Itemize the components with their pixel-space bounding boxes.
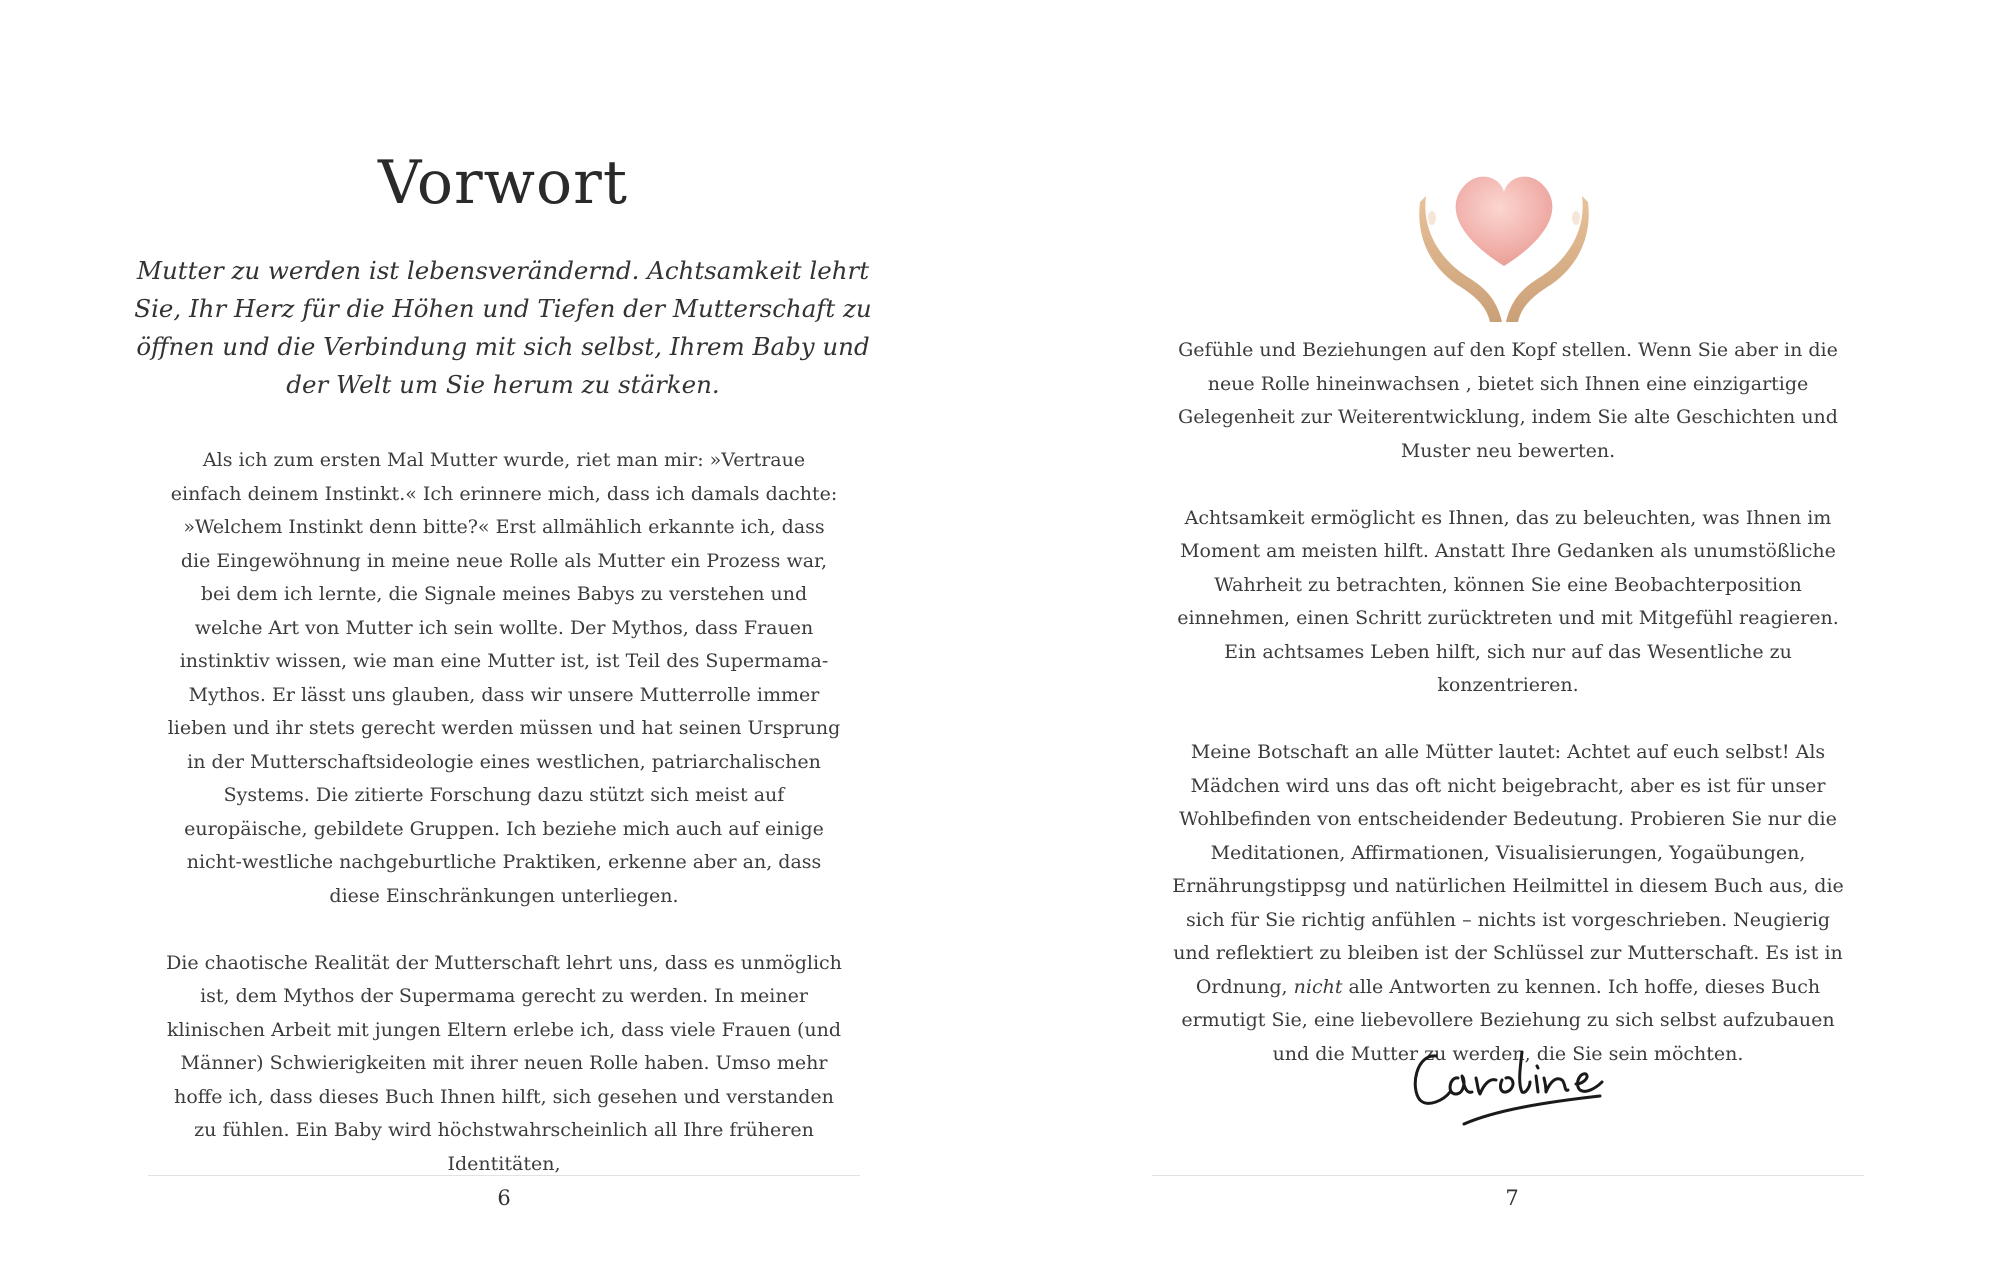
- page-number: 6: [497, 1186, 511, 1210]
- signature-icon: [1406, 1028, 1606, 1138]
- paragraph: Die chaotische Realität der Mutterschaft lehrt uns, dass es unmöglich ist, dem Mythos der Supermama gerecht zu werden. In meiner klinischen Arbeit mit jungen Eltern erlebe ich, dass viele Frauen (und Männer) Schwierigkeiten mit ihrer neuen Rolle haben. Umso mehr hoffe ich, dass dieses Buch Ihnen hilft, sich gesehen und verstanden zu fühlen. Ein Baby wird höchstwahrscheinlich all Ihre früheren Identitäten,: [166, 951, 842, 1175]
- paragraph-text: alle Antworten zu kennen. Ich hoffe, dieses Buch ermutigt Sie, eine liebevollere Beziehung zu sich selbst aufzubauen und die Mutter zu werden, die Sie sein möchten.: [1181, 975, 1835, 1065]
- intro-text: Mutter zu werden ist lebensverändernd. Achtsamkeit lehrt Sie, Ihr Herz für die Höhen und Tiefen der Mutterschaft zu öffnen und die Verbindung mit sich selbst, Ihrem Baby und der Welt um Sie herum zu stärken.: [134, 256, 872, 399]
- page-number: 7: [1505, 1186, 1519, 1210]
- heart-in-hands-icon: [1416, 156, 1592, 324]
- paragraph: Gefühle und Beziehungen auf den Kopf stellen. Wenn Sie aber in die neue Rolle hineinwachsen , bietet sich Ihnen eine einzigartige Gelegenheit zur Weiterentwicklung, indem Sie alte Geschichten und Muster neu bewerten.: [1178, 339, 1838, 462]
- paragraph-text: Meine Botschaft an alle Mütter lautet: Achtet auf euch selbst! Als Mädchen wird uns das oft nicht beigebracht, aber es ist für unser Wohlbefinden von entscheidender Bedeutung. Probieren Sie nur die Meditationen, Affirmationen, Visualisierungen, Yogaübungen, Ernährungstippsg und natürlichen Heilmittel in diesem Buch aus, die sich für Sie richtig anfühlen – nichts ist vorgeschrieben. Neugierig und reflektiert zu bleiben ist der Schlüssel zur Mutterschaft. Es ist in Ordnung,: [1172, 741, 1844, 998]
- paragraph: Als ich zum ersten Mal Mutter wurde, riet man mir: »Vertraue einfach deinem Instinkt.« Ich erinnere mich, dass ich damals dachte: »Welchem Instinkt denn bitte?« Erst allmählich erkannte ich, dass die Eingewöhnung in meine neue Rolle als Mutter ein Prozess war, bei dem ich lernte, die Signale meines Babys zu verstehen und welche Art von Mutter ich sein wollte. Der Mythos, dass Frauen instinktiv wissen, wie man eine Mutter ist, ist Teil des Supermama-Mythos. Er lässt uns glauben, dass wir unsere Mutterrolle immer lieben und ihr stets gerecht werden müssen und hat seinen Ursprung in der Mutterschaftsideologie eines westlichen, patriarchalischen Systems. Die zitierte Forschung dazu stützt sich meist auf europäische, gebildete Gruppen. Ich beziehe mich auch auf einige nicht-westliche nachgeburtliche Praktiken, erkenne aber an, dass diese Einschränkungen unterliegen.: [167, 449, 841, 907]
- paragraph: Achtsamkeit ermöglicht es Ihnen, das zu beleuchten, was Ihnen im Moment am meisten hilft. Anstatt Ihre Gedanken als unumstößliche Wahrheit zu betrachten, können Sie eine Beobachterposition einnehmen, einen Schritt zurücktreten und mit Mitgefühl reagieren. Ein achtsames Leben hilft, sich nur auf das Wesentliche zu konzentrieren.: [1177, 506, 1839, 696]
- page-title: Vorwort: [378, 148, 628, 218]
- emphasis-text: nicht: [1293, 975, 1343, 998]
- left-body: [166, 444, 842, 1181]
- right-page: [1000, 0, 2000, 1276]
- footer-rule: [148, 1175, 860, 1176]
- right-body: [1168, 334, 1848, 1071]
- footer-rule: [1152, 1175, 1864, 1176]
- paragraph: [1168, 736, 1848, 1071]
